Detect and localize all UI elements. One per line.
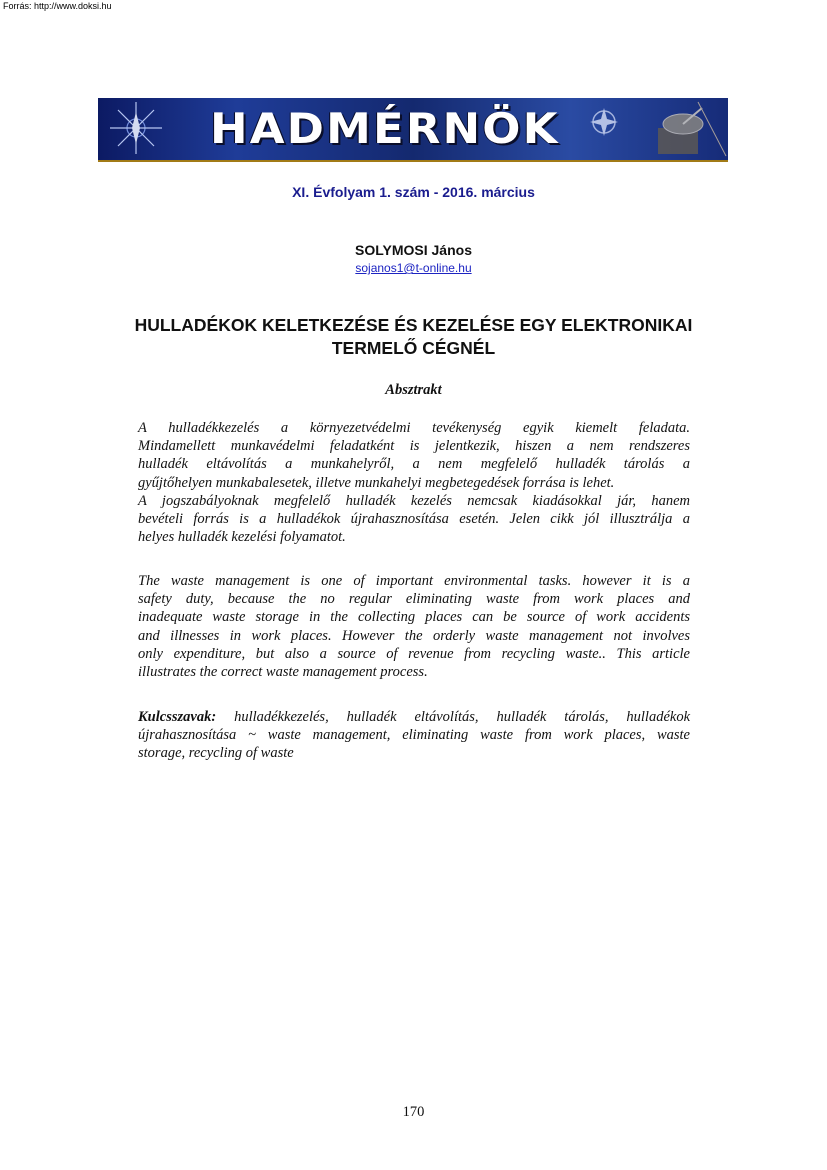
abstract-line: and illnesses in work places. However the orderly waste management not involves — [138, 627, 690, 644]
article-title — [80, 314, 747, 360]
keywords-text: hulladékkezelés, hulladék eltávolítás, hulladék tárolás, hulladékok — [234, 709, 691, 725]
satellite-dish-icon — [658, 102, 726, 156]
abstract-line: A jogszabályoknak megfelelő hulladék kezelés nemcsak kiadásokkal jár, hanem — [138, 492, 690, 509]
keywords-label: Kulcsszavak: — [138, 709, 217, 725]
keywords-line: újrahasznosítása ~ waste management, eliminating waste from work places, waste — [138, 727, 690, 744]
author-name: SOLYMOSI János — [355, 242, 472, 258]
journal-banner — [98, 98, 728, 162]
abstract-line: helyes hulladék kezelési folyamatot. — [138, 529, 346, 546]
nato-star-icon — [590, 108, 618, 136]
abstract-line: only expenditure, but also a source of revenue from recycling waste.. This article — [138, 645, 690, 662]
keywords-line: storage, recycling of waste — [138, 745, 294, 762]
page-number: 170 — [402, 1104, 425, 1120]
title-line: TERMELŐ CÉGNÉL — [331, 338, 496, 358]
abstract-line: The waste management is one of important environmental tasks. however it is a — [138, 573, 690, 589]
abstract-line: gyűjtőhelyen munkabalesetek, illetve munkahelyi megbetegedések forrása is lehet. — [138, 474, 615, 491]
abstract-line: hulladék eltávolítás a munkahelyről, a nem megfelelő hulladék tárolás a — [138, 456, 690, 473]
issue-line: XI. Évfolyam 1. szám - 2016. március — [292, 184, 535, 200]
abstract-line: inadequate waste storage in the collecting places can be source of work accidents — [138, 609, 690, 626]
abstract-line: Mindamellett munkavédelmi feladatként is jelentkezik, hiszen a nem rendszeres — [138, 438, 690, 455]
author-email-link[interactable]: sojanos1@t-online.hu — [355, 261, 472, 275]
title-line: HULLADÉKOK KELETKEZÉSE ÉS KEZELÉSE EGY ELEKTRONIKAI — [134, 315, 693, 335]
keywords-block — [138, 708, 690, 763]
abstract-line: illustrates the correct waste management process. — [138, 664, 428, 681]
keywords-line — [138, 708, 690, 726]
abstract-line: safety duty, because the no regular eliminating waste from work places and — [138, 591, 690, 608]
abstract-hungarian — [138, 419, 690, 546]
abstract-line: bevételi forrás is a hulladékok újrahasznosítása esetén. Jelen cikk jól illusztrálja a — [138, 511, 690, 528]
abstract-heading: Absztrakt — [385, 382, 442, 398]
source-url-line: Forrás: http://www.doksi.hu — [3, 1, 112, 11]
journal-wordmark: HADMÉRNÖK — [210, 104, 560, 153]
abstract-line: A hulladékkezelés a környezetvédelmi tevékenység egyik kiemelt feladata. — [138, 420, 690, 436]
abstract-english — [138, 572, 690, 681]
compass-star-icon — [110, 102, 162, 154]
